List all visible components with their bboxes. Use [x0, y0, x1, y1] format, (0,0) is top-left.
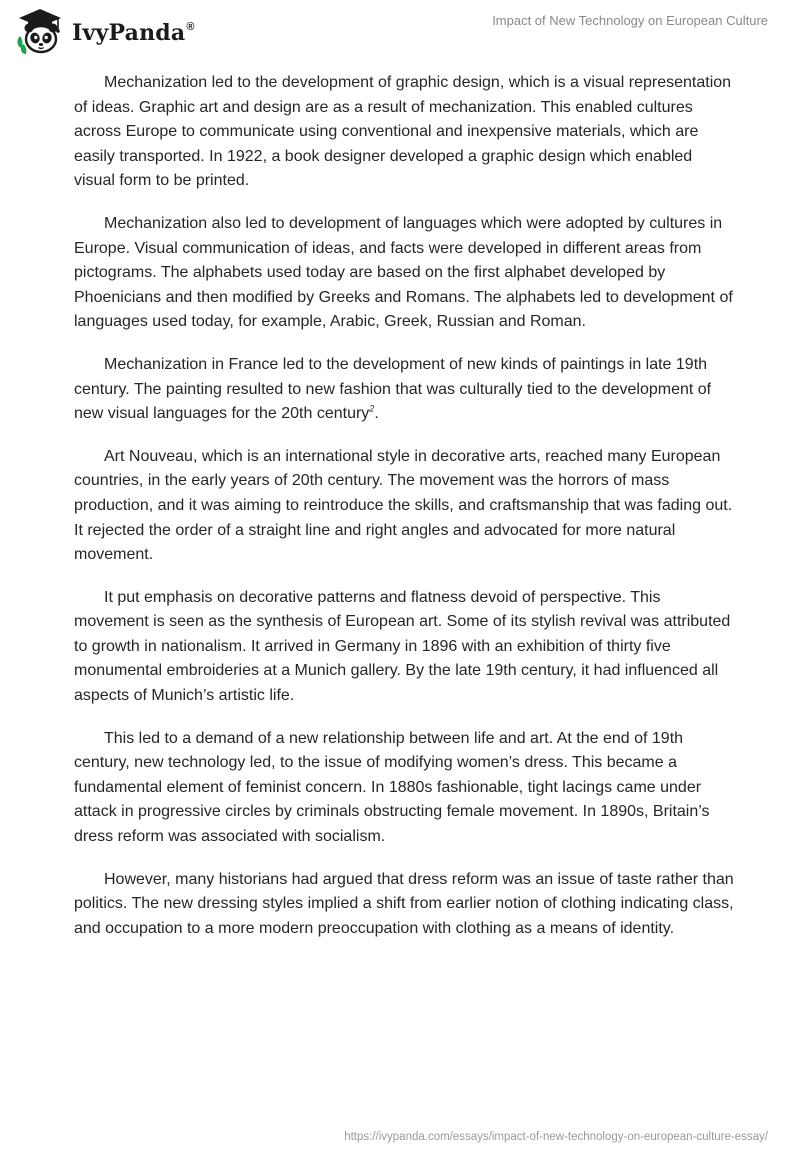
page-header: [0, 0, 800, 64]
paragraph: [74, 445, 734, 568]
ivypanda-logo[interactable]: [14, 6, 195, 58]
paragraph-text: Mechanization also led to development of languages which were adopted by cultures in Europe. Visual communication of ideas, and facts were developed in different areas from pictograms. The alphabets used today are based on the first alphabet developed by Phoenicians and then modified by Greeks and Romans. The alphabets led to development of languages used today, for example, Arabic, Greek, Russian and Roman.: [74, 214, 733, 331]
paragraph-text: Art Nouveau, which is an international style in decorative arts, reached many European countries, in the early years of 20th century. The movement was the horrors of mass production, and it was aiming to reintroduce the skills, and craftsmanship that was fading out. It rejected the order of a straight line and right angles and advocated for more natural movement.: [74, 447, 733, 564]
paragraph: [74, 212, 734, 335]
paragraph: [74, 353, 734, 427]
footnote-marker[interactable]: 2: [369, 403, 375, 414]
paragraph-text: Mechanization led to the development of graphic design, which is a visual representation of ideas. Graphic art and design are as a result of mechanization. This enabled cultures across Europe to communicate using conventional and inexpensive materials, which are easily transported. In 1922, a book designer developed a graphic design which enabled visual form to be printed.: [74, 74, 732, 190]
paragraph-text: However, many historians had argued that dress reform was an issue of taste rather than politics. The new dressing styles implied a shift from earlier notion of clothing indicating class, and occupation to a more modern preoccupation with clothing as a means of identity.: [74, 870, 734, 937]
paragraph-text: It put emphasis on decorative patterns and flatness devoid of perspective. This movement is seen as the synthesis of European art. Some of its stylish revival was attributed to growth in nationalism. It arrived in Germany in 1896 with an exhibition of thirty five monumental embroideries at a Munich gallery. By the late 19th century, it had influenced all aspects of Munich’s artistic life.: [74, 588, 731, 705]
panda-graduate-icon: [14, 6, 66, 58]
paragraph-text: Mechanization in France led to the development of new kinds of paintings in late 19th century. The painting resulted to new fashion that was culturally tied to the development of new visual languages for the 20th century: [74, 355, 712, 423]
source-url[interactable]: https://ivypanda.com/essays/impact-of-new-technology-on-european-culture-essay/: [344, 1131, 768, 1143]
document-title: Impact of New Technology on European Culture: [492, 13, 768, 28]
essay-body: [74, 71, 734, 959]
brand-name: [72, 20, 195, 46]
paragraph: [74, 71, 734, 194]
paragraph-text: This led to a demand of a new relationship between life and art. At the end of 19th century, new technology led, to the issue of modifying women’s dress. This became a fundamental element of feminist concern. In 1880s fashionable, tight lacings came under attack in progressive circles by criminals obstructing female movement. In 1890s, Britain’s dress reform was associated with socialism.: [74, 729, 710, 846]
paragraph: [74, 868, 734, 942]
brand-name-text: IvyPanda: [72, 20, 186, 46]
paragraph: [74, 586, 734, 709]
registered-mark: ®: [186, 20, 195, 33]
paragraph: [74, 727, 734, 850]
paragraph-tail: .: [374, 405, 379, 423]
